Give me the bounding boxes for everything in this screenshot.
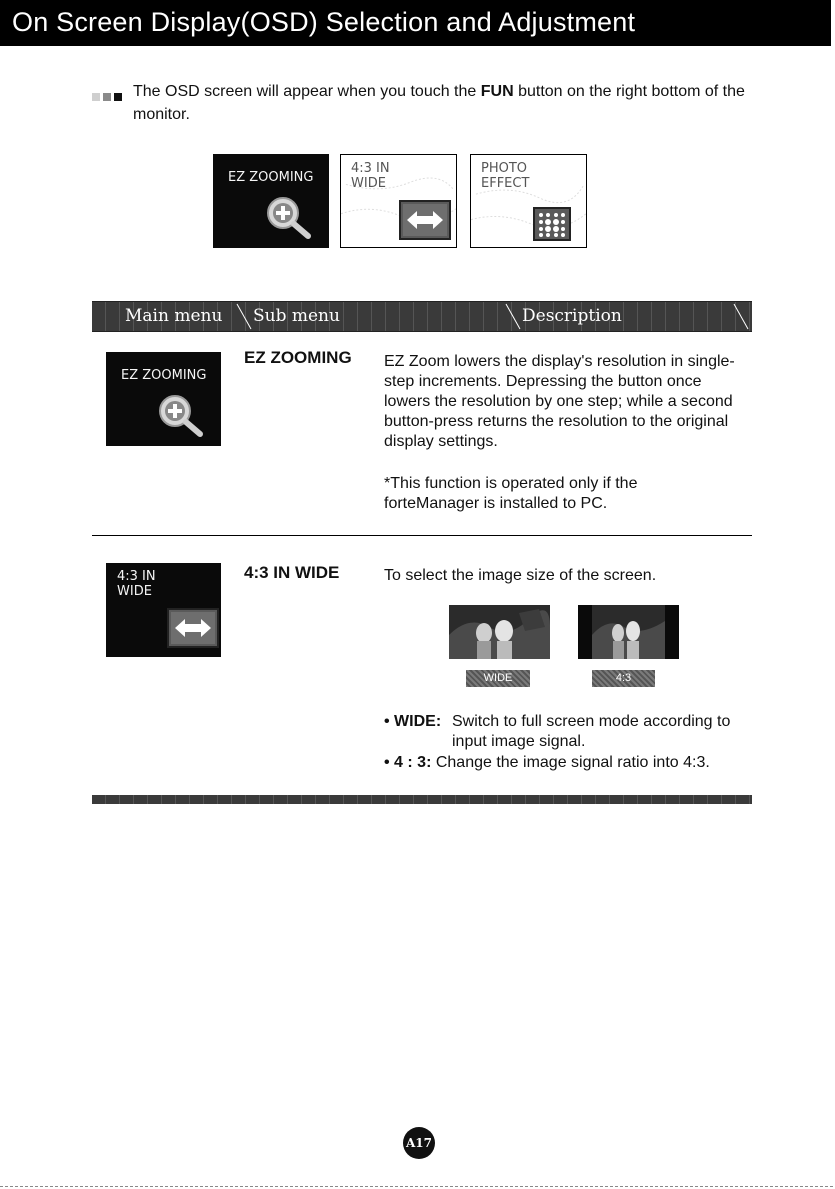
wide-tag: WIDE	[466, 670, 530, 687]
option-wide-name: • WIDE:	[384, 713, 442, 730]
bottom-band	[92, 795, 752, 804]
row-tile-label: 4:3 IN WIDE	[117, 569, 156, 599]
osd-tile-label: PHOTO EFFECT	[481, 161, 530, 191]
header-main-menu: Main menu	[125, 306, 223, 326]
bullet-markers	[92, 88, 132, 98]
intro-text-after: button on the right bottom of the monitor.	[133, 83, 745, 123]
note-ez-zooming: *This function is operated only if the forteManager is installed to PC.	[384, 475, 638, 512]
header-divider	[235, 302, 253, 331]
description-4-3-in-wide: To select the image size of the screen.	[384, 567, 657, 584]
header-description: Description	[522, 306, 622, 326]
bullet-dark	[114, 93, 122, 101]
wide-image-thumbnail	[449, 605, 550, 659]
osd-tile-label: EZ ZOOMING	[228, 170, 314, 185]
bullet-light	[92, 93, 100, 101]
row-tile-4-3-in-wide	[106, 563, 221, 657]
intro-text-before: The OSD screen will appear when you touch the	[133, 83, 481, 100]
4-3-image-thumbnail	[578, 605, 679, 659]
table-header	[92, 301, 752, 332]
page-number-badge: A17	[403, 1127, 435, 1159]
option-4-3-text: Change the image signal ratio into 4:3.	[435, 754, 710, 771]
dot-grid-icon	[533, 207, 571, 241]
option-4-3-name: • 4 : 3:	[384, 754, 432, 771]
title-bar-edge	[831, 0, 835, 46]
bullet-mid	[103, 93, 111, 101]
osd-tile-ez-zooming[interactable]	[213, 154, 329, 248]
left-right-arrow-icon	[167, 608, 219, 648]
row-tile-ez-zooming	[106, 352, 221, 446]
osd-tile-4-3-in-wide[interactable]	[340, 154, 457, 248]
header-divider	[504, 302, 522, 331]
header-sub-menu: Sub menu	[253, 306, 340, 326]
fun-button-name: FUN	[480, 83, 514, 100]
option-wide-text: Switch to full screen mode according to input image signal.	[452, 713, 731, 750]
description-ez-zooming: EZ Zoom lowers the display's resolution in single-step increments. Depressing the button once lowers the resolution by one step; while a second button-press returns the resolution to the original display settings.	[384, 353, 735, 450]
osd-tile-photo-effect[interactable]	[470, 154, 587, 248]
magnifier-plus-icon	[266, 196, 316, 242]
magnifier-plus-icon	[158, 394, 208, 440]
left-right-arrow-icon	[399, 200, 451, 240]
header-divider	[732, 302, 750, 331]
sub-menu-ez-zooming: EZ ZOOMING	[244, 348, 352, 367]
row-tile-label: EZ ZOOMING	[121, 368, 207, 383]
bottom-rule	[0, 1186, 835, 1187]
option-4-3	[384, 753, 754, 773]
page-title: On Screen Display(OSD) Selection and Adjustment	[12, 7, 636, 37]
intro-paragraph	[133, 80, 763, 126]
4-3-tag: 4:3	[592, 670, 655, 687]
title-bar	[0, 0, 835, 46]
option-wide	[384, 712, 754, 752]
row-divider	[92, 535, 752, 536]
wide-photo	[449, 605, 550, 659]
sub-menu-4-3-in-wide: 4:3 IN WIDE	[244, 563, 340, 582]
osd-tile-label: 4:3 IN WIDE	[351, 161, 390, 191]
4-3-photo	[578, 605, 679, 659]
